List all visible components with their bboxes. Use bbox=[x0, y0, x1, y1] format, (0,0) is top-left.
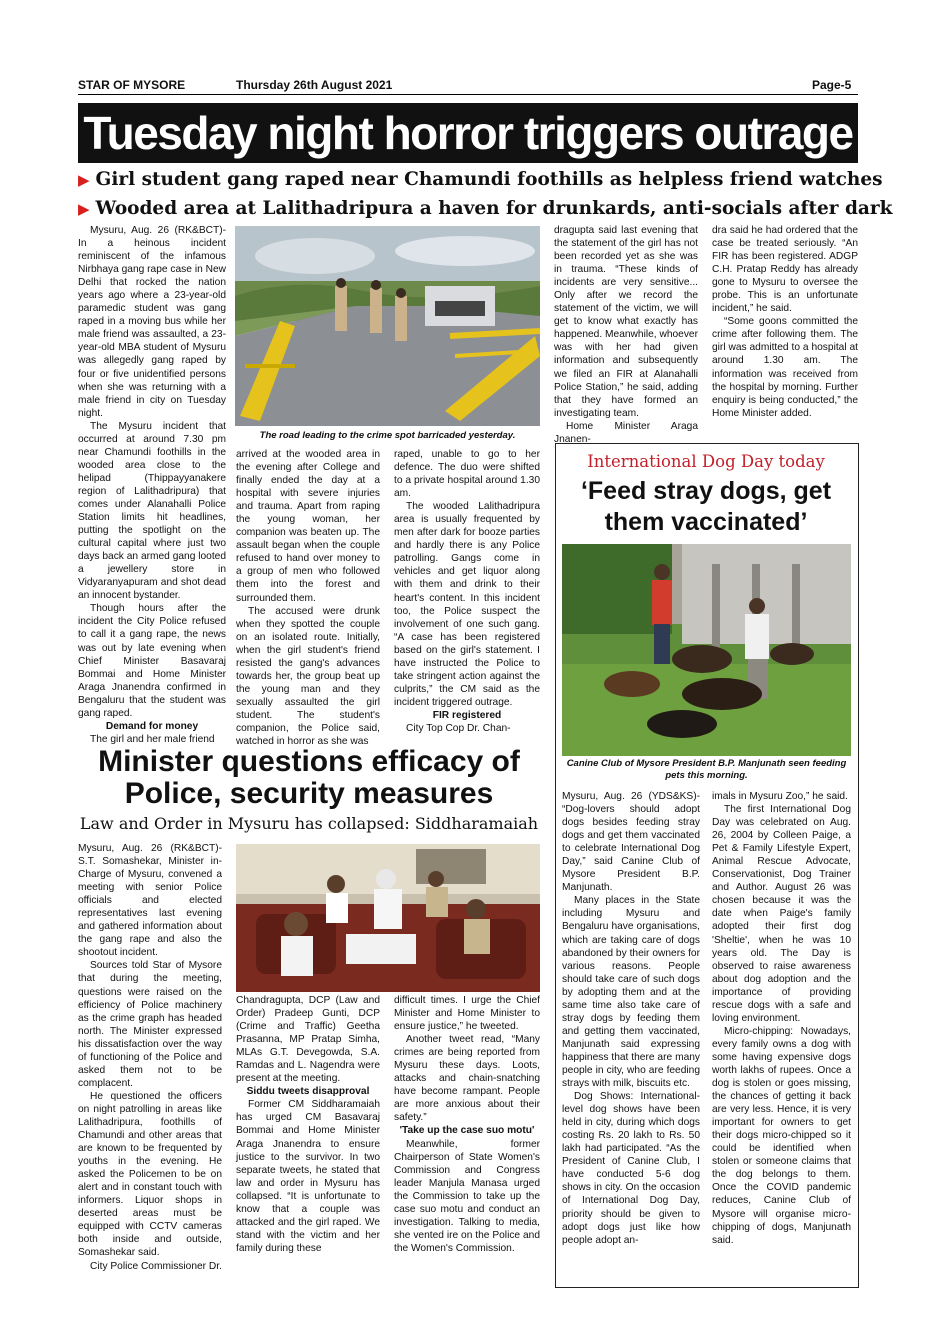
lead-headline: Tuesday night horror triggers outrage bbox=[78, 103, 858, 163]
dog-column-2: imals in Mysuru Zoo,” he said. The first International Dog Day was celebrated on Aug. 26, 2004 by Colleen Paige, a Pet & Family Lifestyle Expert, Animal Rescue Advocate, Conservationist, Dog Trainer and Author. August 26 was chosen because it was the date when Paige's family adopted their first dog 'Sheltie', when he was 10 years old. The Day is observed to raise awareness about dog adoption and the importance of providing rescue dogs with a safe and loving environment. Micro-chipping: Nowadays, every family owns a dog with some having expensive dogs worth lakhs of rupees. Once a dog is stolen or goes missing, the chances of getting it back are very less. Hence, it is very important for owners to get their dogs micro-chipped so it could be identified when stolen or someone claims that the dog belongs to them. Once the COVID pandemic reduces, Canine Club of Mysore will organise micro-chipping of dogs, Manjunath said. bbox=[712, 791, 851, 1246]
dog-story-kicker: International Dog Day today bbox=[587, 452, 825, 471]
lead-deck-2: ▶ Wooded area at Lalithadripura a haven for drunkards, anti-socials after dark bbox=[78, 198, 893, 219]
lead-column-4: dragupta said last evening that the statement of the girl has not been recorded yet as she was in trauma. “These kinds of incidents are very sensitive... Only after we record the statement of the victim, we will get to know what exactly has happened. Meanwhile, whoever was with her had given information and subsequently we filed an FIR at Alanahalli Police Station,” he said, adding that they have formed an investigating team. Home Minister Araga Jnanen- bbox=[554, 225, 698, 445]
dogs-feeding-photo bbox=[562, 544, 851, 756]
header-rule bbox=[78, 94, 858, 95]
subhead-fir-registered: FIR registered bbox=[432, 709, 502, 721]
minister-column-3: difficult times. I urge the Chief Minister and Home Minister to ensure justice,” he tweeted. Another tweet read, “Many crimes are being reported from Mysuru these days. Loots, attacks and chain-snatching have become rampant. People are more anxious about their safety.” 'Take up the case suo motu' Meanwhile, former Chairperson of State Women's Commission and Congress leader Manjula Manasa urged the Commission to take up the case suo motu and conduct an investigation. Talking to media, she vented ire on the Police and the Women's Commission. bbox=[394, 995, 540, 1254]
dog-story-headline: ‘Feed stray dogs, get them vaccinated’ bbox=[580, 477, 832, 536]
minister-column-1: Mysuru, Aug. 26 (RK&BCT)- S.T. Somashekar, Minister in-Charge of Mysuru, convened a meeting with senior Police officials and elected representatives last evening and gathered information about the gang rape and also the shootout incident. Sources told Star of Mysore that during the meeting, questions were raised on the efficiency of Police machinery as the crime graph has headed north. The Minister expressed his dissatisfaction over the way of functioning of the Police and asked them not to be complacent. He questioned the officers on night patrolling in areas like Lalithadripura, foothills of Chamundi and other areas that are known to be frequented by youths in the evening. He asked the Policemen to be on alert and in constant touch with informers. Liquor shops in deserted areas must be equipped with CCTV cameras both inside and outside, Somashekar said. City Police Commissioner Dr. bbox=[78, 843, 222, 1272]
lead-column-2: arrived at the wooded area in the evening after College and finally ended the day at a hospital with severe injuries and trauma. Apart from raping the young woman, her companion was beaten up. The assault began when the couple refused to hand over money to a group of men who followed them into the forest and surrounded them. The accused were drunk when they spotted the couple on an isolated route. Initially, when the girl student's friend resisted the gang's advances towards her, the group beat up the young man and they sexually assaulted the girl student. The student's companion, the Police said, watched in horror as she was bbox=[236, 449, 380, 748]
lead-deck-1: ▶ Girl student gang raped near Chamundi foothills as helpless friend watches bbox=[78, 169, 883, 190]
lead-column-5: dra said he had ordered that the case be treated seriously. “An FIR has been registered. ADGP C.H. Pratap Reddy has already gone to Mysuru to oversee the probe. This is an unfortunate incident,” he said. “Some goons committed the crime after following them. The girl was admitted to a hospital at around 1.30 am. The information was received from the hospital by morning. Further enquiry is being conducted,” the Home Minister added. bbox=[712, 225, 858, 419]
barricade-road-image bbox=[235, 226, 540, 426]
issue-date: Thursday 26th August 2021 bbox=[236, 78, 393, 92]
lead-column-3: raped, unable to go to her defence. The duo were shifted to a private hospital around 1.30 am. The wooded Lalithadripura area is usually frequented by men after dark for booze parties and hardly there is any Police patrolling. Gangs come in vehicles and get liquor along with them and drink to their heart's content. In this incident too, the Police suspect the involvement of one such gang. “A case has been registered based on the girl's statement. I have instructed the Police to take stringent action against the culprits,” the CM said as the incident triggered outrage. FIR registered City Top Cop Dr. Chan- bbox=[394, 449, 540, 734]
lead-column-1: Mysuru, Aug. 26 (RK&BCT)- In a heinous incident reminiscent of the infamous Nirbhaya gang rape case in New Delhi that rocked the nation years ago where a 23-year-old paramedic student was gang raped in a moving bus while her male friend was assaulted, a 23-year-old MBA student of Mysuru was allegedly gang raped by four or five unidentified persons when she was returning with a male friend in city on Tuesday night. The Mysuru incident that occurred at around 7.30 pm near Chamundi foothills in the wooded area close to the helipad (Thippayyanakere region of Lalithadripura) that comes under Alanahalli Police Station limits hit headlines, putting the spotlight on the cultural capital where just two days back an armed gang looted a jewellery store in Vidyaranyapuram and shot dead an innocent bystander. Though hours after the incident the City Police refused to call it a gang rape, the news was out by late evening when Chief Minister Basavaraj Bommai and Home Minister Araga Jnanendra confirmed in Bengaluru that the student was gang raped. Demand for money The girl and her male friend bbox=[78, 225, 226, 745]
dog-photo-caption: Canine Club of Mysore President B.P. Manjunath seen feeding pets this morning. bbox=[566, 758, 847, 781]
minister-subhead: Law and Order in Mysuru has collapsed: Siddharamaiah bbox=[79, 814, 539, 833]
page-number: Page-5 bbox=[812, 78, 852, 92]
lead-photo-caption: The road leading to the crime spot barricaded yesterday. bbox=[259, 430, 516, 441]
minister-column-2: Chandragupta, DCP (Law and Order) Pradeep Gunti, DCP (Crime and Traffic) Geetha Prasanna, MP Pratap Simha, MLAs G.T. Devegowda, S.A. Ramdas and L. Nagendra were present at the meeting. Siddu tweets disapproval Former CM Siddharamaiah has urged CM Basavaraj Bommai and Home Minister Araga Jnanendra to ensure justice to the survivor. In two separate tweets, he stated that law and order in Mysuru has collapsed. “It is unfortunate to know that a couple was attacked and the girl raped. We stand with the victim and her family during these bbox=[236, 995, 380, 1254]
meeting-photo bbox=[236, 844, 540, 992]
dog-column-1: Mysuru, Aug. 26 (YDS&KS)- “Dog-lovers should adopt dogs besides feeding stray dogs and get them vaccinated to celebrate International Dog Day,” said Canine Club of Mysore President B.P. Manjunath. Many places in the State including Mysuru and Bengaluru have organisations, which are taking care of dogs abandoned by their owners for various reasons. People should take care of such dogs by adopting them and at the same time also take care of stray dogs by feeding them and getting them vaccinated, Manjunath said expressing happiness that there are many people in city, who are feeding strays with milk, biscuits etc. Dog Shows: International-level dog shows have been held in city, during which dogs costing Rs. 20 lakh to Rs. 50 lakh had participated. “As the President of Canine Club, I have conducted 5-6 dog shows in city. On the occasion of International Dog Day, priority should be given to adopt dogs just like how people adopt an- bbox=[562, 791, 700, 1246]
bullet-triangle-icon: ▶ bbox=[78, 171, 90, 189]
subhead-siddu-tweets: Siddu tweets disapproval bbox=[246, 1086, 370, 1098]
barricade-road-photo bbox=[235, 226, 540, 426]
subhead-demand-for-money: Demand for money bbox=[105, 720, 199, 732]
publication-name: STAR OF MYSORE bbox=[78, 78, 186, 92]
minister-headline: Minister questions efficacy of Police, security measures bbox=[98, 745, 520, 810]
subhead-suo-motu: 'Take up the case suo motu' bbox=[399, 1125, 535, 1137]
dogs-feeding-image bbox=[562, 544, 851, 756]
bullet-triangle-icon: ▶ bbox=[78, 200, 90, 218]
meeting-image bbox=[236, 844, 540, 992]
